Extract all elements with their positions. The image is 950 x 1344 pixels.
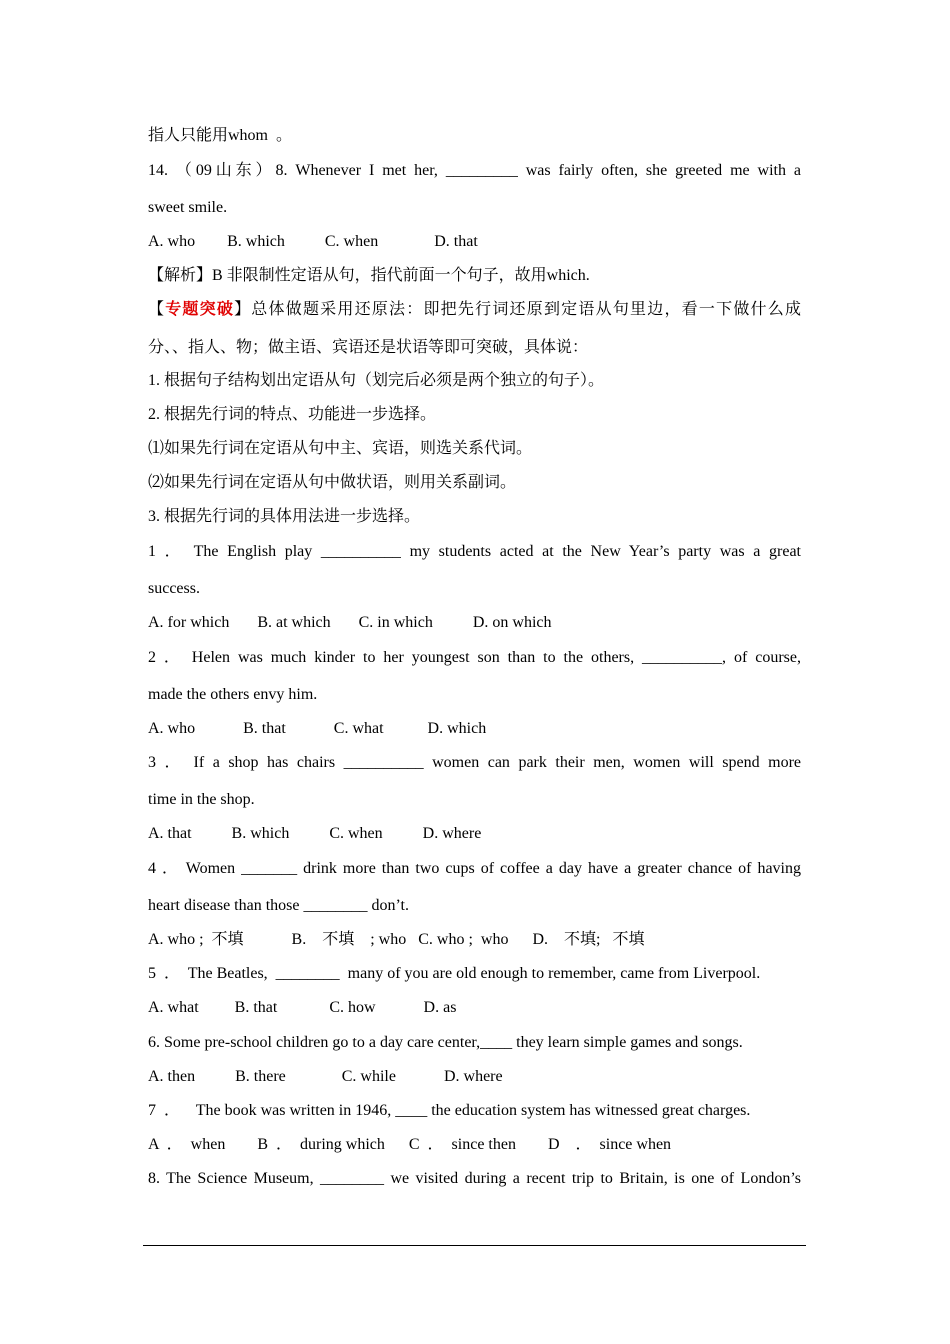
step-2: 2. 根据先行词的特点、功能进一步选择。 bbox=[148, 406, 437, 423]
exercise-2-options: A. who B. that C. what D. which bbox=[148, 720, 487, 737]
exercise-3-options: A. that B. which C. when D. where bbox=[148, 825, 482, 842]
exercise-4-stem: 4 ． Women _______ drink more than two cups of coffee a day have a greater chance of having bbox=[148, 860, 801, 877]
exercise-7-options: A ． when B ． during which C ． since then D ． since when bbox=[148, 1136, 672, 1153]
question-14-options: A. who B. which C. when D. that bbox=[148, 233, 478, 250]
step-1: 1. 根据句子结构划出定语从句（划完后必须是两个独立的句子）。 bbox=[148, 372, 605, 389]
exercise-5-stem: 5 ． The Beatles, ________ many of you are old enough to remember, came from Liverpool. bbox=[148, 965, 761, 982]
exercise-3-stem: 3 ． If a shop has chairs __________ women can park their men, women will spend more bbox=[148, 754, 801, 771]
step-2-sub-2: ⑵如果先行词在定语从句中做状语，则用关系副词。 bbox=[148, 474, 517, 491]
special-topic-text: 】总体做题采用还原法：即把先行词还原到定语从句里边，看一下做什么成 bbox=[234, 301, 801, 318]
text-line: heart disease than those ________ don’t. bbox=[148, 897, 409, 914]
exercise-2-stem: 2 ． Helen was much kinder to her youngest son than to the others, __________, of course, bbox=[148, 649, 801, 666]
text-line: sweet smile. bbox=[148, 199, 228, 216]
exercise-1-options: A. for which B. at which C. in which D. on which bbox=[148, 614, 552, 631]
exercise-4-options: A. who ; 不填 B. 不填 ; who C. who ; who D. 不填; 不填 bbox=[148, 931, 645, 948]
special-topic-heading bbox=[148, 300, 801, 320]
text-line: time in the shop. bbox=[148, 791, 255, 808]
exercise-6-stem: 6. Some pre-school children go to a day care center,____ they learn simple games and songs. bbox=[148, 1034, 743, 1051]
text-line: success. bbox=[148, 580, 200, 597]
bracket-open: 【 bbox=[148, 301, 166, 318]
analysis-line: 【解析】B 非限制性定语从句，指代前面一个句子，故用which. bbox=[148, 267, 590, 284]
text-line: 分、、指人、物；做主语、宾语还是状语等即可突破，具体说： bbox=[148, 339, 589, 356]
special-topic-tag: 专题突破 bbox=[165, 301, 235, 318]
step-3: 3. 根据先行词的具体用法进一步选择。 bbox=[148, 508, 421, 525]
exercise-1-stem: 1 ． The English play __________ my students acted at the New Year’s party was a great bbox=[148, 543, 801, 560]
step-2-sub-1: ⑴如果先行词在定语从句中主、宾语，则选关系代词。 bbox=[148, 440, 533, 457]
exercise-6-options: A. then B. there C. while D. where bbox=[148, 1068, 503, 1085]
text-line: 指人只能用whom 。 bbox=[148, 127, 293, 144]
question-14-stem: 14. （09山东）8. Whenever I met her, _________ was fairly often, she greeted me with a bbox=[148, 162, 801, 179]
exercise-5-options: A. what B. that C. how D. as bbox=[148, 999, 457, 1016]
footer-rule bbox=[143, 1245, 806, 1246]
exercise-8-stem: 8. The Science Museum, ________ we visited during a recent trip to Britain, is one of London’s bbox=[148, 1170, 801, 1187]
exercise-7-stem: 7 ． The book was written in 1946, ____ the education system has witnessed great charges. bbox=[148, 1102, 751, 1119]
text-line: made the others envy him. bbox=[148, 686, 318, 703]
